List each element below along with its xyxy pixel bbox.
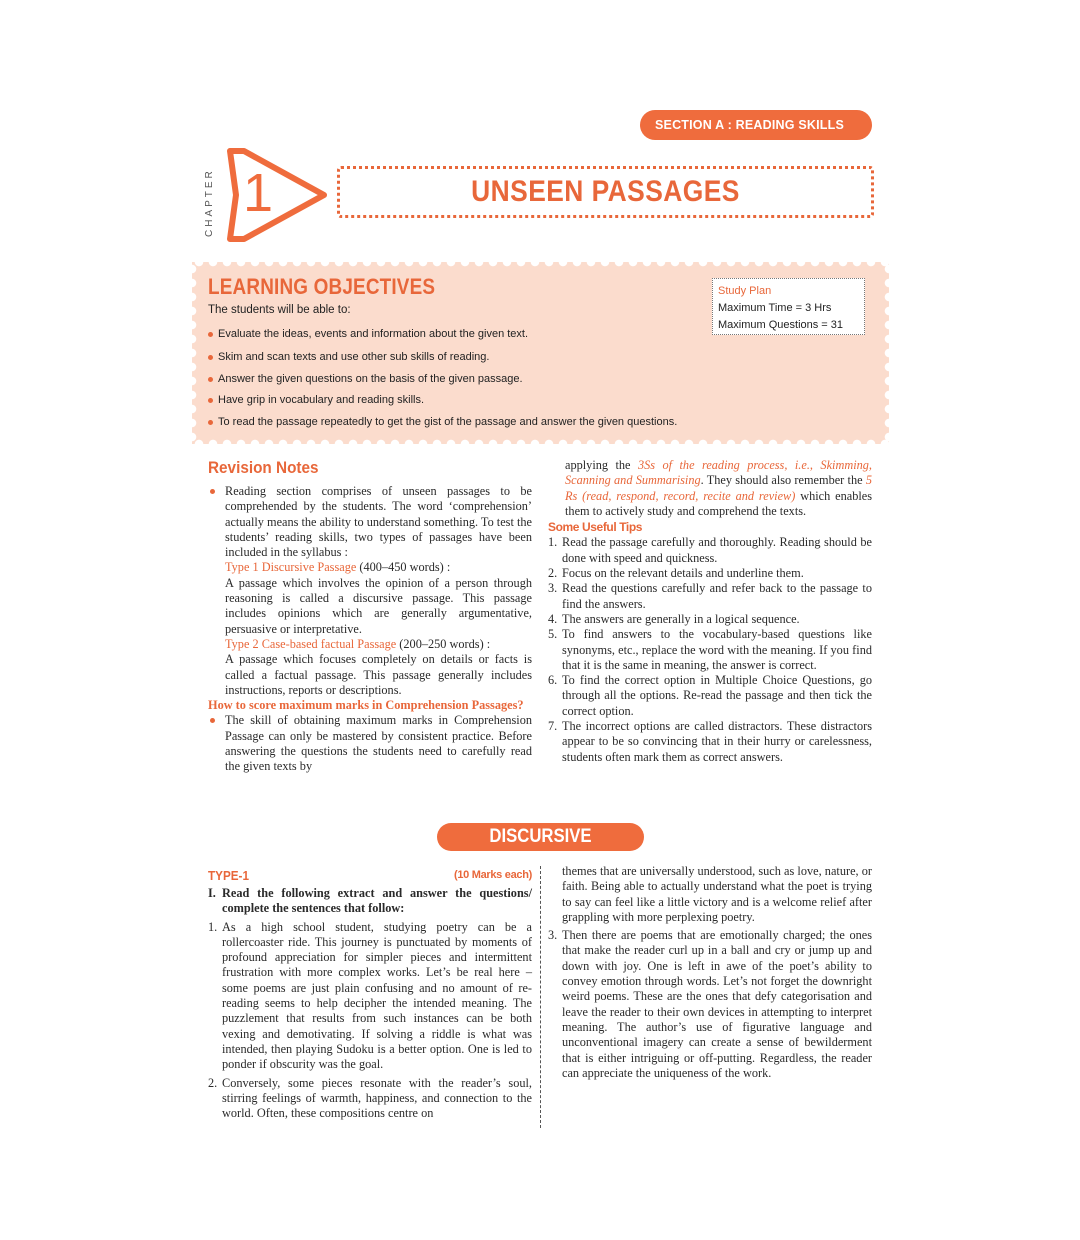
passage-left-column: [208, 886, 532, 1121]
tip-item: 2. Focus on the relevant details and underline them.: [548, 566, 804, 581]
chapter-word: CHAPTER: [204, 168, 215, 238]
discursive-passage-banner: DISCURSIVE PASSAGE: [437, 823, 644, 851]
tip-item: 3. Read the questions carefully and refer back to the passage to find the answers.: [548, 581, 872, 611]
chapter-number: 1: [242, 163, 274, 223]
learning-objectives-heading: LEARNING OBJECTIVES: [208, 274, 436, 299]
revision-notes-left-column: [208, 484, 532, 775]
revision-continuation: applying the 3Ss of the reading process, i.e., Skimming, Scanning and Summarising. They should also remember the 5 Rs (read, respond, record, recite and review) which enables them to actively study and comprehend the texts.: [565, 458, 873, 518]
type2-line: Type 2 Case-based factual Passage (200–250 words) :: [225, 636, 491, 651]
bullet-icon: [208, 355, 213, 360]
passage-paragraph: 2. Conversely, some pieces resonate with the reader’s soul, stirring feelings of warmth, happiness, and connection to the world. Often, these compositions centre on: [208, 1075, 532, 1121]
type-heading: TYPE-1: [208, 868, 249, 883]
type2-label: Type 2 Case-based factual Passage: [225, 636, 397, 651]
marks-label: (10 Marks each): [453, 869, 532, 881]
study-plan-questions: Maximum Questions = 31: [718, 319, 844, 331]
type2-text: A passage which focuses completely on details or facts is called a factual passage. This passage generally includes instructions, reports or descriptions.: [225, 652, 532, 697]
chapter-title: UNSEEN PASSAGES: [471, 175, 740, 208]
bullet-icon: [208, 420, 213, 425]
how-to-score-heading: How to score maximum marks in Comprehension Passages?: [208, 698, 524, 713]
passage-paragraph: 1. As a high school student, studying poetry can be a rollercoaster ride. This journey is punctuated by moments of profound appreciation for simpler pieces and intermittent frustration with more complex works. Let’s be real here – some poems are just plain confusing and no amount of re-reading seems to help decipher the intended meaning. The puzzlement that results from such instances can be both vexing and demotivating. If solving a riddle is what was intended, then playing Sudoku is a better option. One is led to ponder if obscurity was the goal.: [208, 919, 532, 1072]
type1-line: Type 1 Discursive Passage (400–450 words) :: [225, 560, 451, 575]
study-plan-title: Study Plan: [718, 285, 772, 297]
passage-paragraph-continuation: themes that are universally understood, such as love, nature, or faith. Being able to actually understand what the poet is trying to say can feel like a little victory and is a welcome relief after grappling with more perplexing poetry.: [562, 864, 872, 924]
objective-item: Have grip in vocabulary and reading skills.: [208, 394, 424, 406]
tip-item: 6. To find the correct option in Multiple Choice Questions, go through all the options. Re-read the passage and then tick the correct option.: [548, 673, 872, 718]
tip-item: 4. The answers are generally in a logical sequence.: [548, 611, 800, 626]
tip-item: 7. The incorrect options are called distractors. These distractors appear to be so convincing that in their hurry or carelessness, students often mark them as correct answers.: [548, 719, 872, 764]
objective-item: To read the passage repeatedly to get the gist of the passage and answer the given questions.: [208, 416, 677, 428]
passage-instruction: I. Read the following extract and answer the questions/ complete the sentences that follow:: [208, 886, 532, 916]
revision-bullet: Reading section comprises of unseen passages to be comprehended by the students. The word ‘comprehension’ actually means the ability to understand something. To test the students’ reading skills, two types of passages have been included in the syllabus :: [208, 484, 532, 560]
objective-item: Evaluate the ideas, events and information about the given text.: [208, 328, 528, 340]
objective-item: Skim and scan texts and use other sub skills of reading.: [208, 351, 489, 363]
passage-right-column: [548, 864, 872, 1081]
tip-item: 5. To find answers to the vocabulary-based questions like synonyms, etc., replace the word with the meaning. If you find that it is the same in meaning, the answer is correct.: [548, 627, 872, 672]
study-plan-box: [712, 278, 865, 335]
learning-objectives-intro: The students will be able to:: [208, 304, 351, 316]
study-plan-time: Maximum Time = 3 Hrs: [718, 302, 832, 314]
revision-bullet: The skill of obtaining maximum marks in Comprehension Passage can only be mastered by consistent practice. Before answering the questions the students need to carefully read the given texts by: [208, 713, 532, 774]
section-label: SECTION A : READING SKILLS: [640, 110, 872, 140]
passage-paragraph: 3. Then there are poems that are emotionally charged; the ones that make the reader curl up in a ball and cry or jump up and down with joy. One is left in awe of the poet’s ability to convey emotion through words. Let’s not forget the downright weird poems. These are the ones that defy categorisation and leave the reader to their own devices in attempting to interpret meaning. The author’s use of figurative language and unconventional imagery can create a sense of bewilderment that is either intriguing or off-putting. Regardless, the reader can appreciate the uniqueness of the work.: [548, 928, 872, 1080]
revision-notes-heading: Revision Notes: [208, 458, 319, 477]
type1-label: Type 1 Discursive Passage: [225, 560, 357, 575]
panel-edge-top: [192, 256, 889, 268]
useful-tips-heading: Some Useful Tips: [548, 520, 643, 535]
revision-notes-right-column: [548, 458, 872, 765]
bullet-icon: [208, 377, 213, 382]
objective-item: Answer the given questions on the basis of the given passage.: [208, 373, 523, 385]
type1-text: A passage which involves the opinion of a person through reasoning is called a discursive passage. This passage includes opinions which are generally argumentative, persuasive or interpretative.: [225, 575, 532, 636]
panel-edge-bottom: [192, 438, 889, 450]
bullet-icon: [208, 332, 213, 337]
column-divider: [540, 866, 541, 1128]
tip-item: 1. Read the passage carefully and thoroughly. Reading should be done with speed and quickness.: [548, 535, 872, 565]
bullet-icon: [208, 398, 213, 403]
